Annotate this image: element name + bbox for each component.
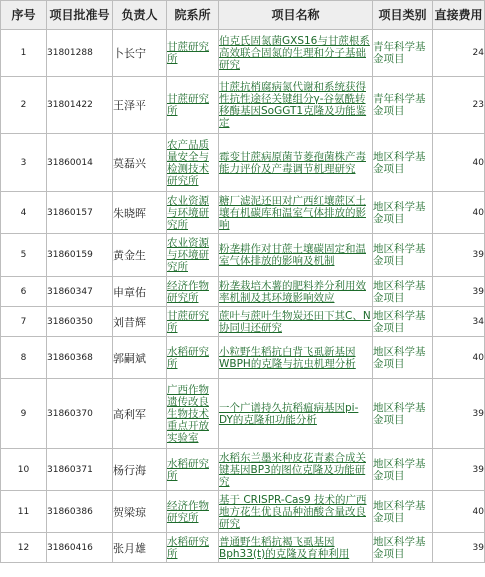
row-title	[219, 134, 373, 192]
row-dept	[167, 491, 219, 533]
row-title	[219, 234, 373, 277]
row-no: 9	[1, 379, 47, 449]
row-dept	[167, 277, 219, 307]
row-title	[219, 77, 373, 134]
header-fee: 直接费用	[433, 1, 485, 30]
dept-link[interactable]: 甘蔗研究所	[167, 93, 209, 117]
row-project-id: 31860347	[47, 277, 113, 307]
row-title	[219, 30, 373, 77]
row-dept	[167, 379, 219, 449]
title-link[interactable]: 小粒野生稻抗白背飞虱新基因WBPH的克隆与抗虫机理分析	[219, 345, 356, 370]
table-row	[1, 491, 485, 533]
row-no: 6	[1, 277, 47, 307]
title-link[interactable]: 普通野生稻抗褐飞虱基因Bph33(t)的克隆及育种利用	[219, 535, 350, 560]
title-link[interactable]: 霉变甘蔗病原菌节菱孢菌株产毒能力评价及产毒调节机理研究	[219, 150, 366, 175]
row-person: 王泽平	[113, 77, 167, 134]
dept-link[interactable]: 农业资源与环境研究所	[167, 194, 209, 231]
table-row	[1, 30, 485, 77]
row-category: 地区科学基金项目	[373, 307, 433, 337]
row-project-id: 31860350	[47, 307, 113, 337]
dept-link[interactable]: 水稻研究所	[167, 345, 209, 370]
row-project-id: 31860371	[47, 449, 113, 491]
row-dept	[167, 77, 219, 134]
table-row	[1, 337, 485, 379]
dept-link[interactable]: 水稻研究所	[167, 535, 209, 560]
row-no: 11	[1, 491, 47, 533]
row-fee: 24	[433, 30, 485, 77]
row-title	[219, 449, 373, 491]
title-link[interactable]: 蔗叶与蔗叶生物炭还田下其C、N协同归还研究	[219, 309, 371, 334]
title-link[interactable]: 一个广谱持久抗稻瘟病基因pi-DY的克隆和功能分析	[219, 401, 359, 426]
table-row	[1, 379, 485, 449]
row-dept	[167, 134, 219, 192]
row-fee: 34	[433, 307, 485, 337]
row-person: 申章佑	[113, 277, 167, 307]
row-title	[219, 192, 373, 234]
row-fee: 39	[433, 379, 485, 449]
table-row	[1, 449, 485, 491]
title-link[interactable]: 粉垄耕作对甘蔗土壤碳固定和温室气体排放的影响及机制	[219, 243, 366, 267]
row-title	[219, 533, 373, 563]
row-fee: 40	[433, 134, 485, 192]
row-project-id: 31860386	[47, 491, 113, 533]
row-person: 朱晓晖	[113, 192, 167, 234]
header-title: 项目名称	[219, 1, 373, 30]
row-no: 4	[1, 192, 47, 234]
row-person: 贺梁琼	[113, 491, 167, 533]
row-fee: 39	[433, 277, 485, 307]
title-link[interactable]: 水稻东兰墨米种皮花青素合成关键基因BP3的图位克隆及功能研究	[219, 451, 366, 488]
row-person: 高利军	[113, 379, 167, 449]
row-dept	[167, 533, 219, 563]
dept-link[interactable]: 广西作物遗传改良生物技术重点开放实验室	[167, 383, 209, 444]
row-no: 1	[1, 30, 47, 77]
row-no: 2	[1, 77, 47, 134]
row-category: 地区科学基金项目	[373, 533, 433, 563]
row-fee: 39	[433, 234, 485, 277]
row-no: 12	[1, 533, 47, 563]
row-project-id: 31860157	[47, 192, 113, 234]
row-fee: 40	[433, 337, 485, 379]
row-no: 10	[1, 449, 47, 491]
row-person: 张月雄	[113, 533, 167, 563]
table-row	[1, 307, 485, 337]
title-link[interactable]: 粉垄栽培木薯的肥料养分利用效率机制及其环境影响效应	[219, 279, 366, 304]
row-category: 地区科学基金项目	[373, 379, 433, 449]
row-dept	[167, 192, 219, 234]
row-fee: 23	[433, 77, 485, 134]
row-title	[219, 307, 373, 337]
row-no: 3	[1, 134, 47, 192]
row-fee: 39	[433, 533, 485, 563]
row-no: 7	[1, 307, 47, 337]
row-category: 地区科学基金项目	[373, 491, 433, 533]
row-dept	[167, 234, 219, 277]
table-row	[1, 234, 485, 277]
header-project-id: 项目批准号	[47, 1, 113, 30]
title-link[interactable]: 甘蔗抗梢腐病氮代谢和系统获得性抗性途径关键组分γ-谷氨酰转移酶基因SoGGT1克隆及功能鉴定	[219, 81, 367, 129]
row-title	[219, 491, 373, 533]
title-link[interactable]: 基于 CRISPR-Cas9 技术的广西地方花生优良品种油酸含量改良研究	[219, 493, 367, 530]
dept-link[interactable]: 农产品质量安全与检测技术研究所	[167, 138, 209, 187]
table-row	[1, 533, 485, 563]
table-row	[1, 134, 485, 192]
row-dept	[167, 30, 219, 77]
row-category: 地区科学基金项目	[373, 337, 433, 379]
header-dept: 院系所	[167, 1, 219, 30]
row-project-id: 31860368	[47, 337, 113, 379]
row-category: 地区科学基金项目	[373, 449, 433, 491]
row-project-id: 31860159	[47, 234, 113, 277]
header-row	[1, 1, 485, 30]
row-title	[219, 277, 373, 307]
row-person: 卜长宁	[113, 30, 167, 77]
title-link[interactable]: 伯克氏固氮菌GXS16与甘蔗根系高效联合固氮的生理和分子基础研究	[219, 35, 370, 71]
dept-link[interactable]: 经济作物研究所	[167, 279, 209, 304]
row-title	[219, 379, 373, 449]
dept-link[interactable]: 经济作物研究所	[167, 499, 209, 524]
dept-link[interactable]: 农业资源与环境研究所	[167, 237, 209, 273]
row-person: 刘昔辉	[113, 307, 167, 337]
row-title	[219, 337, 373, 379]
row-project-id: 31860014	[47, 134, 113, 192]
row-dept	[167, 307, 219, 337]
table-row	[1, 277, 485, 307]
row-fee: 40	[433, 491, 485, 533]
dept-link[interactable]: 甘蔗研究所	[167, 309, 209, 334]
row-no: 5	[1, 234, 47, 277]
dept-link[interactable]: 水稻研究所	[167, 457, 209, 482]
table-row	[1, 192, 485, 234]
row-category: 青年科学基金项目	[373, 77, 433, 134]
row-dept	[167, 449, 219, 491]
row-category: 地区科学基金项目	[373, 134, 433, 192]
header-category: 项目类别	[373, 1, 433, 30]
row-category: 青年科学基金项目	[373, 30, 433, 77]
title-link[interactable]: 糖厂滤泥还田对广西红壤蔗区土壤有机碳库和温室气体排放的影响	[219, 194, 366, 231]
row-fee: 39	[433, 449, 485, 491]
row-person: 莫磊兴	[113, 134, 167, 192]
row-person: 郭嗣斌	[113, 337, 167, 379]
row-project-id: 31801288	[47, 30, 113, 77]
row-project-id: 31860416	[47, 533, 113, 563]
row-fee: 40	[433, 192, 485, 234]
header-person: 负责人	[113, 1, 167, 30]
row-category: 地区科学基金项目	[373, 234, 433, 277]
row-category: 地区科学基金项目	[373, 192, 433, 234]
row-no: 8	[1, 337, 47, 379]
row-person: 杨行海	[113, 449, 167, 491]
header-no: 序号	[1, 1, 47, 30]
table-row	[1, 77, 485, 134]
row-dept	[167, 337, 219, 379]
row-project-id: 31801422	[47, 77, 113, 134]
row-person: 黄金生	[113, 234, 167, 277]
row-category: 地区科学基金项目	[373, 277, 433, 307]
row-project-id: 31860370	[47, 379, 113, 449]
dept-link[interactable]: 甘蔗研究所	[167, 41, 209, 65]
